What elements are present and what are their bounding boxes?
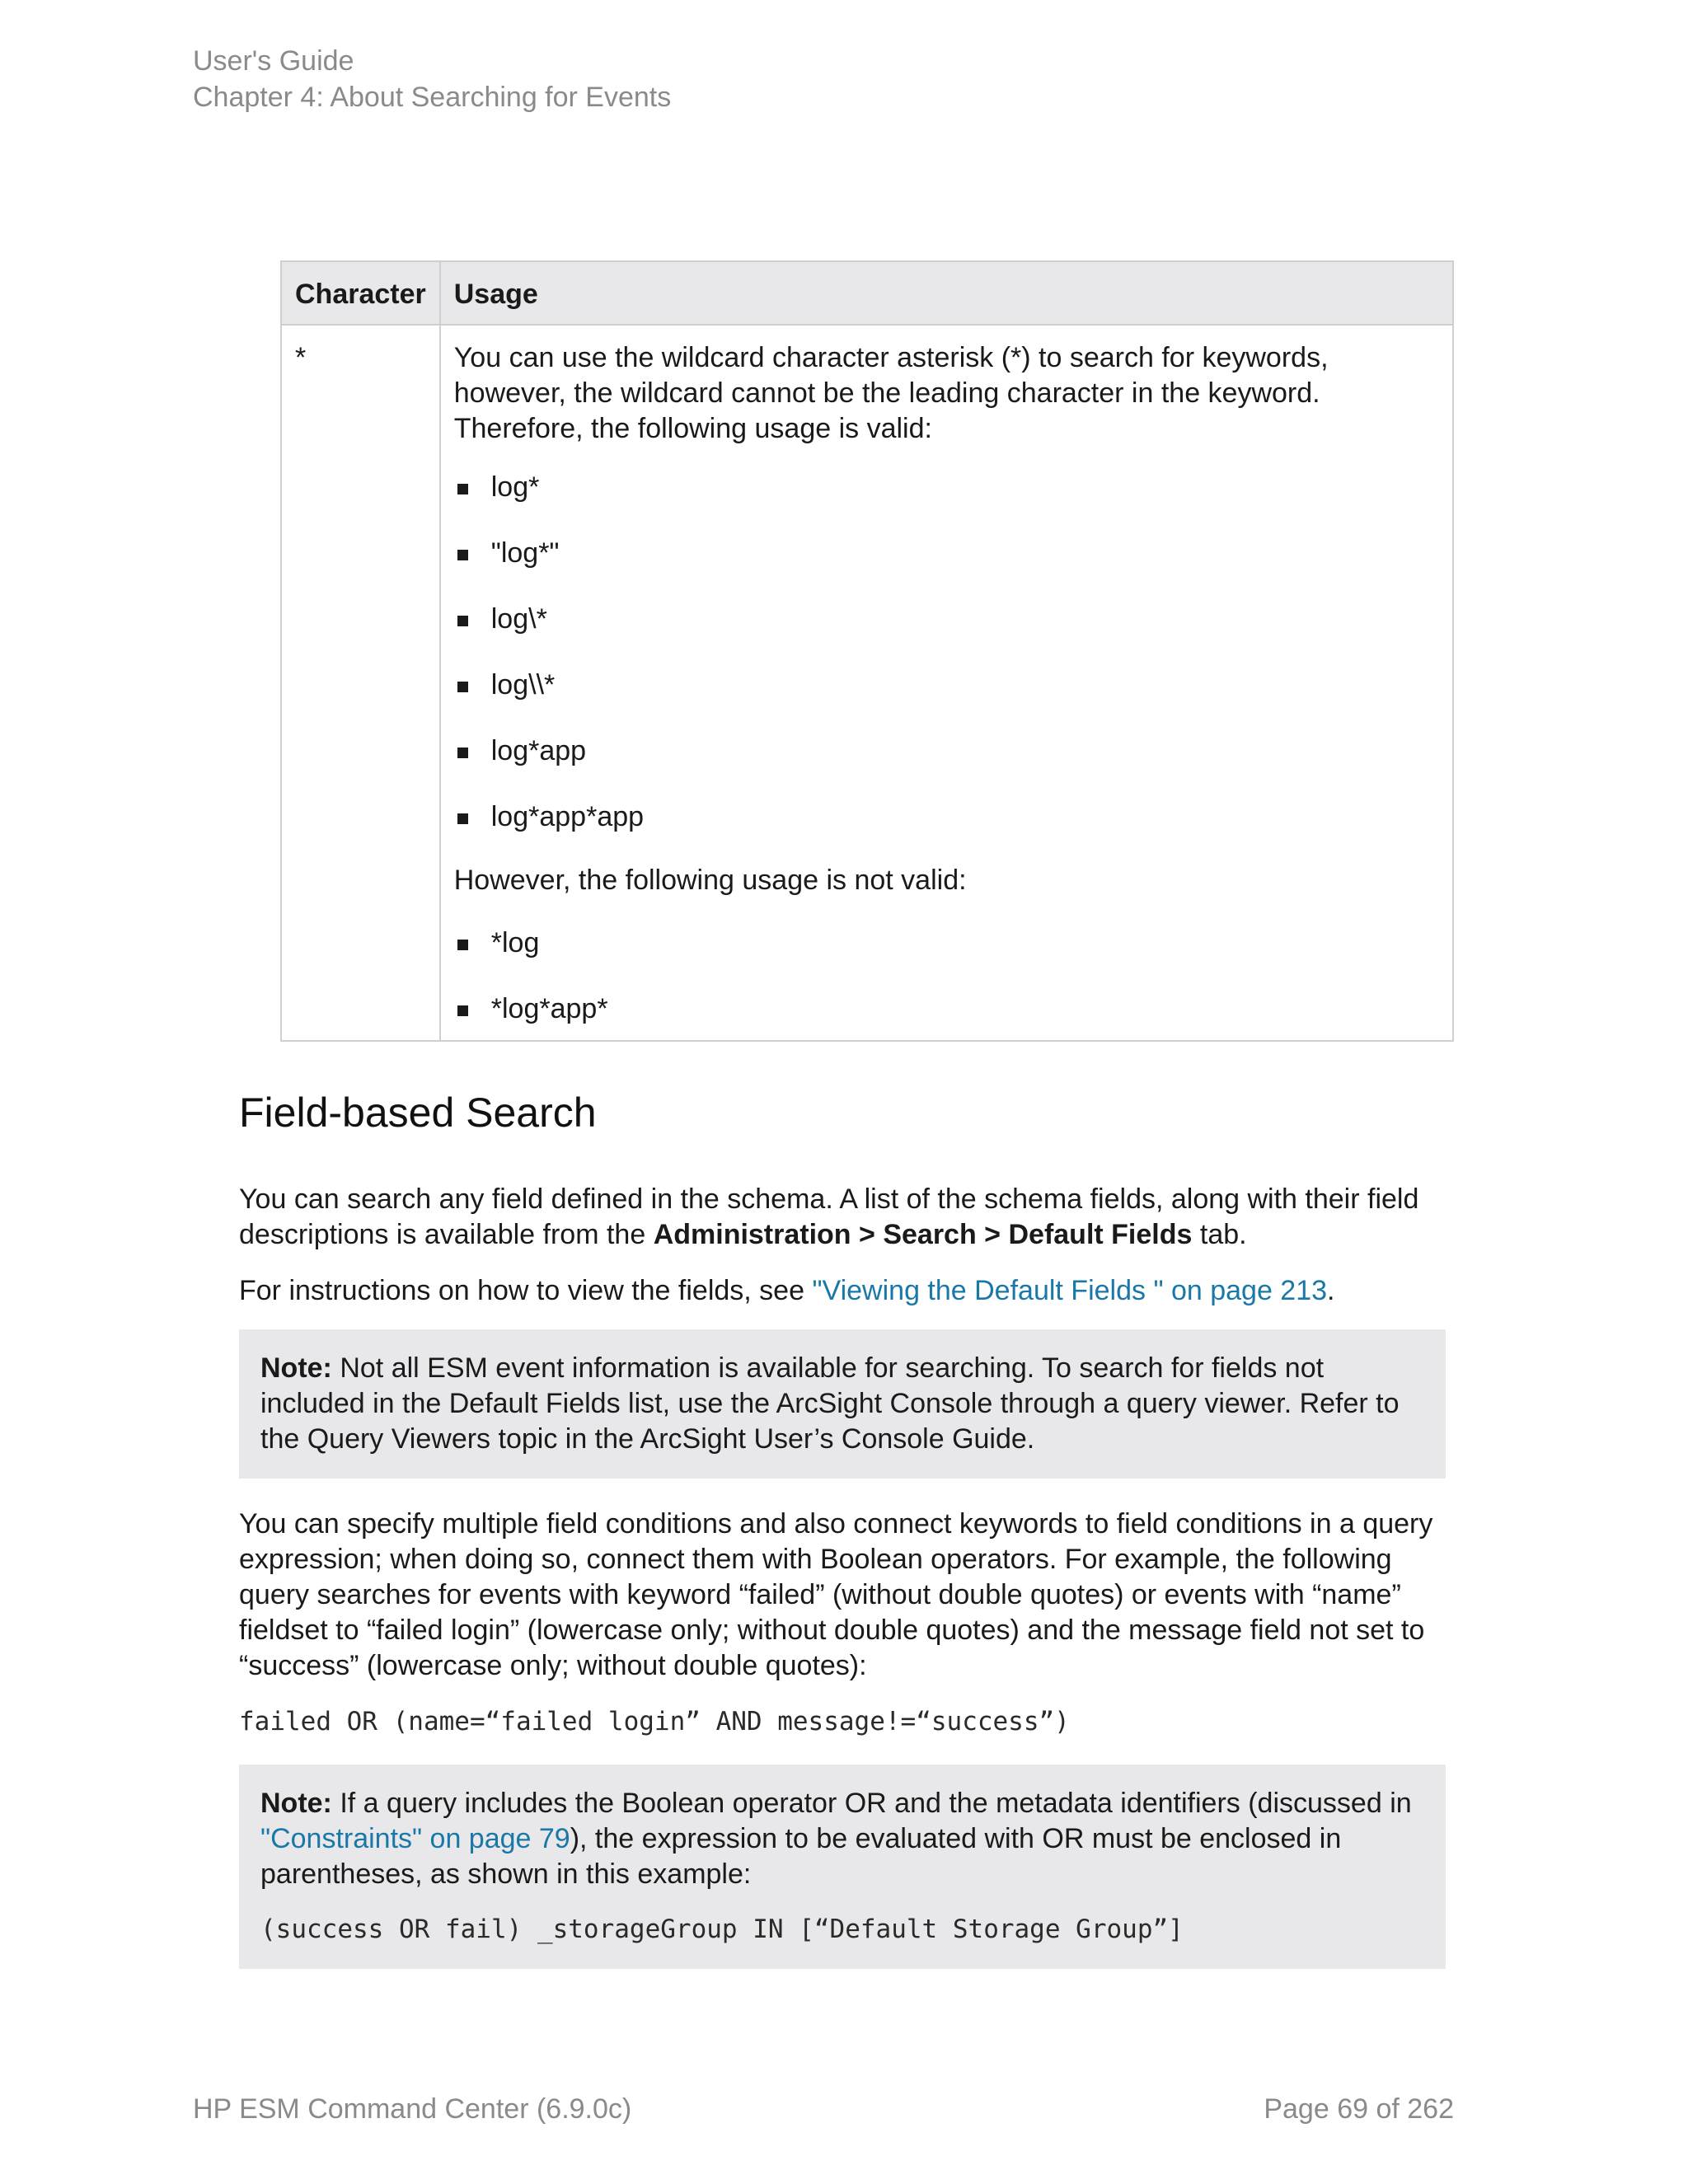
list-item: *log*app* xyxy=(454,991,1441,1027)
running-header xyxy=(193,43,671,115)
note-label: Note: xyxy=(260,1352,332,1384)
instructions-paragraph: For instructions on how to view the fields, see "Viewing the Default Fields " on page 213. xyxy=(239,1275,1335,1306)
square-bullet-icon xyxy=(457,616,468,626)
list-item: log*app xyxy=(454,733,1441,769)
wildcard-character-table xyxy=(280,260,1454,1042)
footer-page-number: Page 69 of 262 xyxy=(1264,2093,1454,2125)
code-example: (success OR fail) _storageGroup IN [“Default Storage Group”] xyxy=(260,1915,1184,1944)
code-example: failed OR (name=“failed login” AND message!=“success”) xyxy=(239,1707,1070,1736)
boolean-operators-paragraph: You can specify multiple field conditions and also connect keywords to field conditions in a query expression; when doing so, connect them with Boolean operators. For example, the following query searches for events with keyword “failed” (without double quotes) or events with “name” fieldset to “failed login” (lowercase only; without double quotes) and the message field not set to “success” (lowercase only; without double quotes): xyxy=(239,1508,1433,1681)
list-item: log\* xyxy=(454,602,1441,637)
table-row xyxy=(281,325,1453,1041)
menu-path: Administration > Search > Default Fields xyxy=(653,1219,1193,1250)
section-heading: Field-based Search xyxy=(239,1090,597,1136)
square-bullet-icon xyxy=(457,813,468,824)
note-box xyxy=(239,1329,1446,1479)
note-text: Not all ESM event information is available for searching. To search for fields not included in the Default Fields list, use the ArcSight Console through a query viewer. Refer to the Query Viewers topic in the ArcSight User’s Console Guide. xyxy=(260,1352,1400,1455)
cell-usage xyxy=(440,325,1453,1041)
field-based-search-section xyxy=(239,1086,1446,1997)
square-bullet-icon xyxy=(457,1005,468,1016)
header-chapter-title: Chapter 4: About Searching for Events xyxy=(193,82,672,113)
list-item: log*app*app xyxy=(454,799,1441,835)
valid-usage-list xyxy=(454,470,1441,835)
list-item: *log xyxy=(454,926,1441,961)
viewing-default-fields-link[interactable]: "Viewing the Default Fields " on page 213 xyxy=(812,1275,1328,1306)
note-label: Note: xyxy=(260,1788,332,1819)
header-guide-title: User's Guide xyxy=(193,45,354,77)
footer-product: HP ESM Command Center (6.9.0c) xyxy=(193,2093,632,2125)
square-bullet-icon xyxy=(457,682,468,692)
square-bullet-icon xyxy=(457,550,468,560)
square-bullet-icon xyxy=(457,484,468,494)
list-item: "log*" xyxy=(454,536,1441,571)
square-bullet-icon xyxy=(457,940,468,950)
cell-character: * xyxy=(281,325,440,1041)
note-box: Note: If a query includes the Boolean operator OR and the metadata identifiers (discussed in "Constraints" on page 79), the expression to be evaluated with OR must be enclosed in parentheses, as shown in this example: (success OR fail) _storageGroup IN [“Default Storage Group”] xyxy=(239,1765,1446,1969)
invalid-usage-list xyxy=(454,926,1441,1027)
constraints-link[interactable]: "Constraints" on page 79 xyxy=(260,1823,570,1854)
usage-intro: You can use the wildcard character asterisk (*) to search for keywords, however, the wildcard cannot be the leading character in the keyword. Therefore, the following usage is valid: xyxy=(453,342,1329,444)
invalid-usage-intro: However, the following usage is not valid: xyxy=(453,865,967,896)
column-header-character: Character xyxy=(281,261,440,325)
list-item: log* xyxy=(454,470,1441,505)
list-item: log\\* xyxy=(454,668,1441,703)
schema-fields-paragraph: You can search any field defined in the schema. A list of the schema fields, along with their field descriptions is available from the Administration > Search > Default Fields tab. xyxy=(239,1183,1419,1250)
square-bullet-icon xyxy=(457,748,468,758)
table-header-row xyxy=(281,261,1453,325)
column-header-usage: Usage xyxy=(440,261,1453,325)
